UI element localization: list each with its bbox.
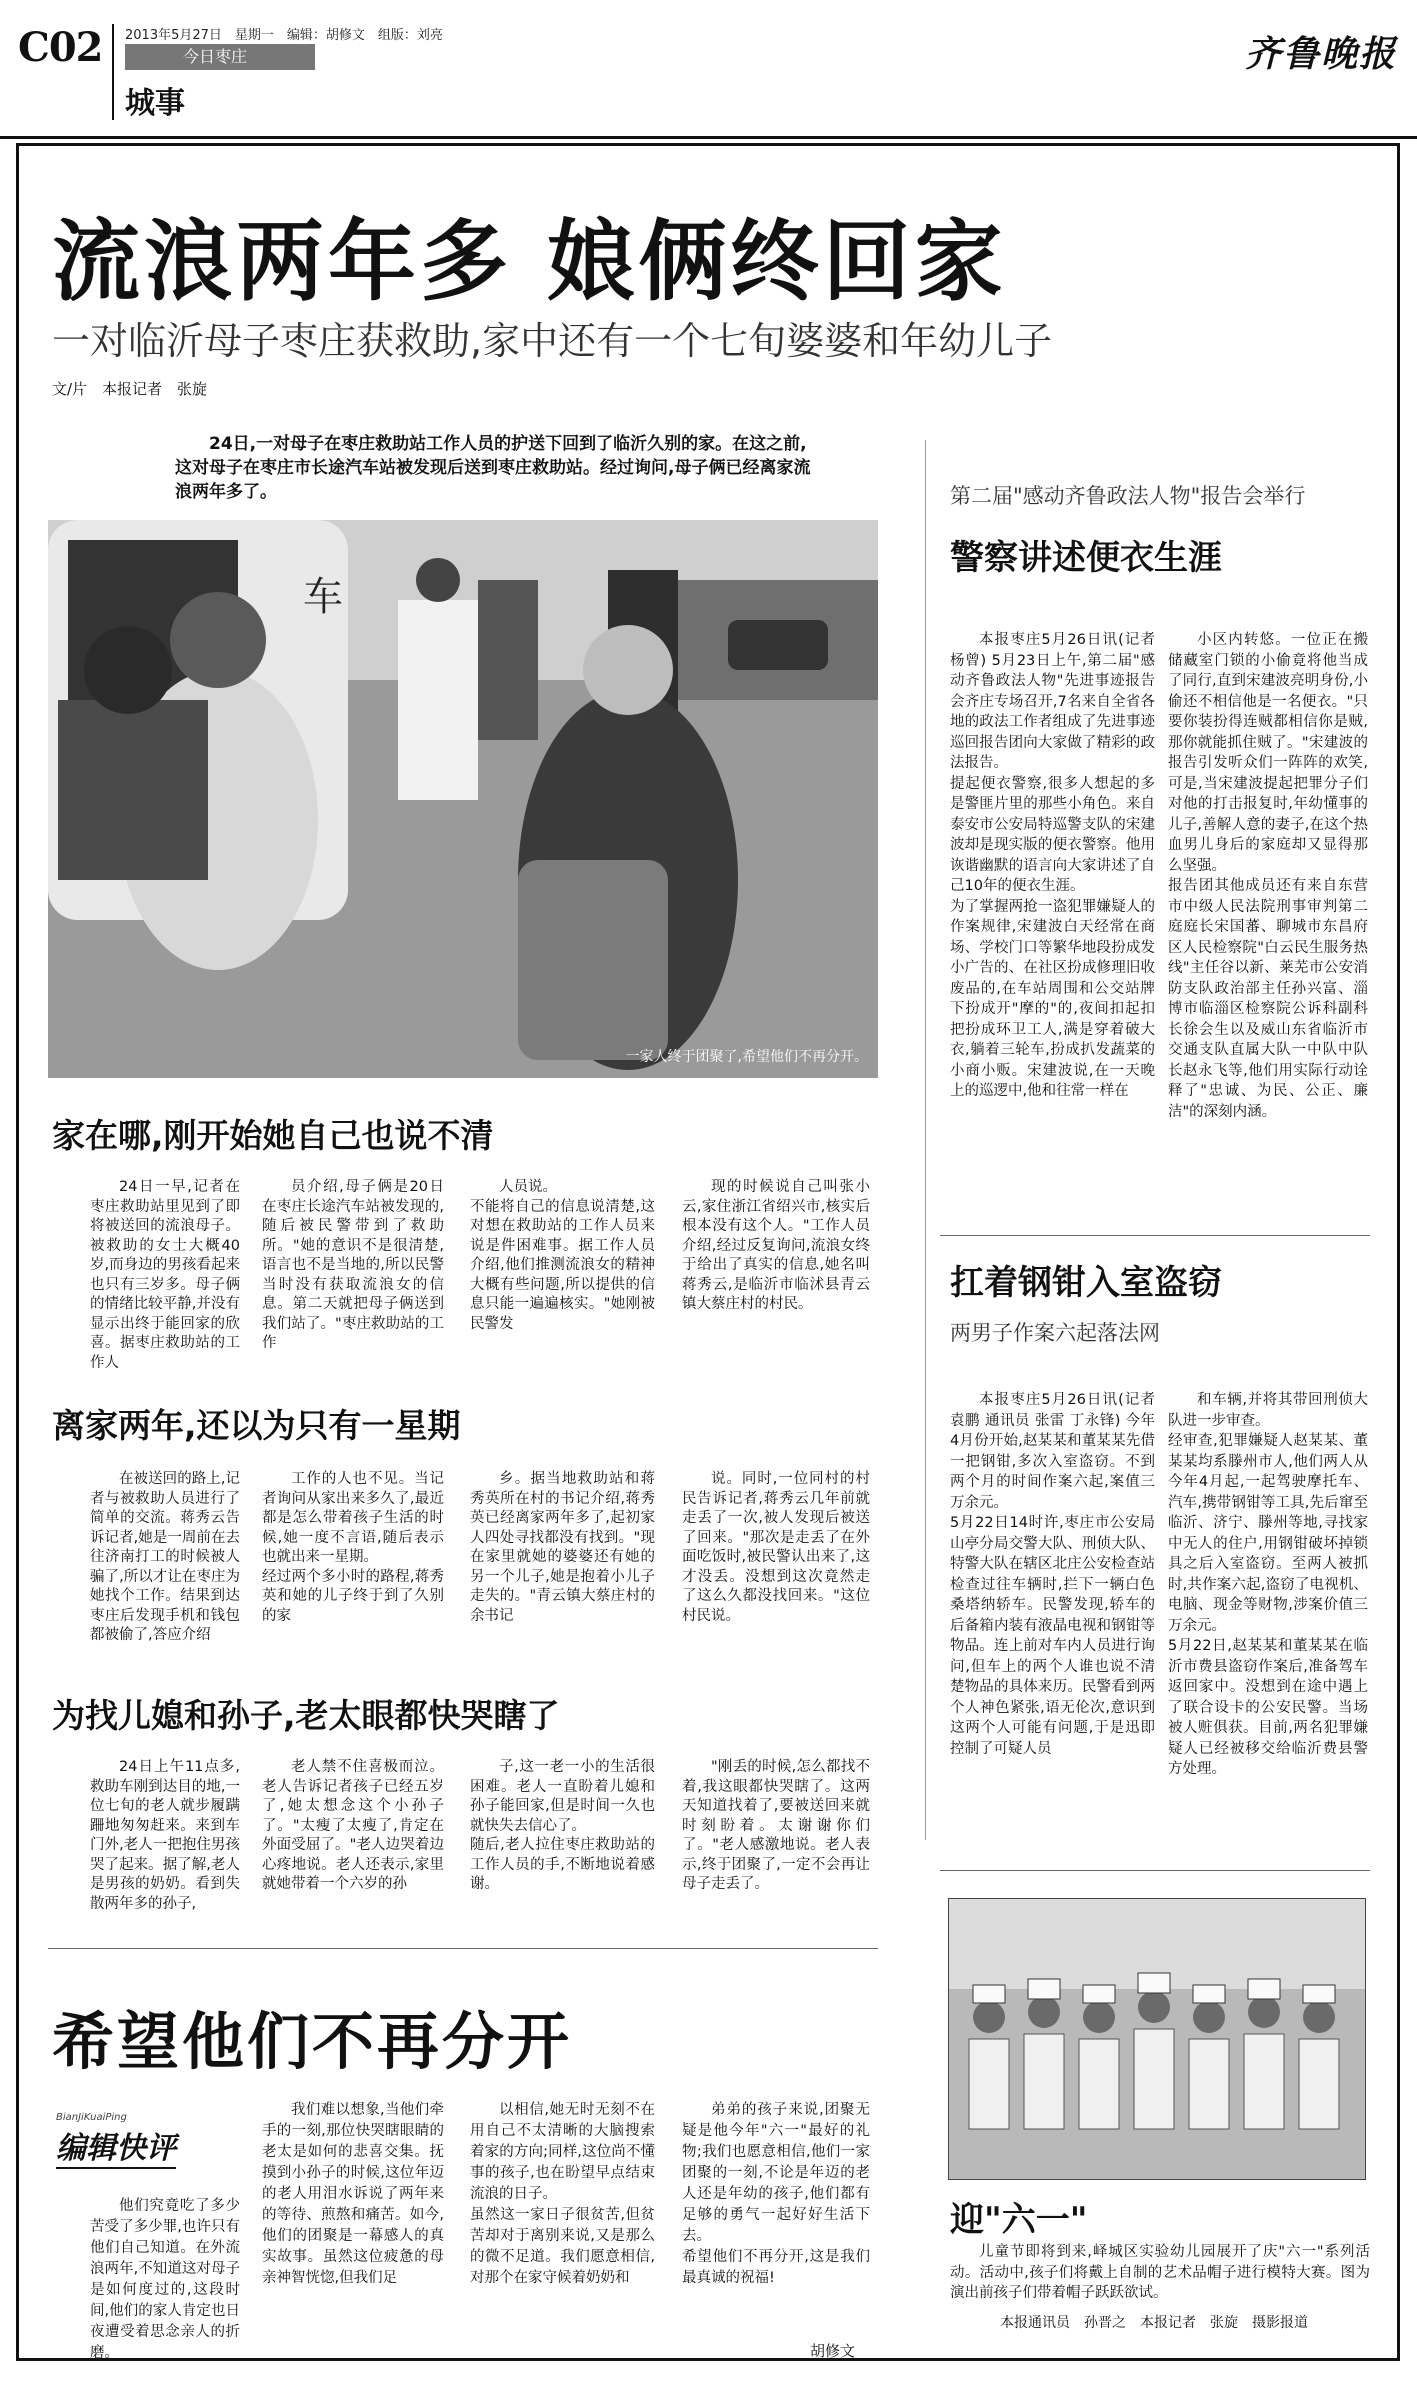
editorial-logo-text: 编辑快评 xyxy=(56,2123,176,2169)
editorial-logo xyxy=(56,2112,246,2184)
issue-meta: 2013年5月27日 星期一 编辑：胡修文 组版：刘亮 xyxy=(125,28,443,43)
right1-col-2: 小区内转悠。一位正在搬储藏室门锁的小偷竟将他当成了同行,直到宋建波亮明身份,小偷还不相信他是一名便衣。"只要你装扮得连贼都相信你是贼,那你就能抓住贼了。"宋建波的报告引发听众们一阵阵的欢笑,可是,当宋建波提起把罪分子们对他的打击报复时,年幼懂事的儿子,善解人意的妻子,在这个热血男儿身后的家庭却又显得那么坚强。 报告团其他成员还有来自东营市中级人民法院刑事审判第二庭庭长宋国蕃、聊城市东昌府区人民检察院"白云民生服务热线"主任谷以新、莱芜市公安消防支队政治部主任孙兴富、淄博市临淄区检察院公诉科副科长徐会生以及威山东省临沂市交通支队直属大队一中队中队长赵永飞等,他们用实际行动诠释了"忠诚、为民、公正、廉洁"的深刻内涵。 xyxy=(1168,632,1368,1120)
section-1-col-4: 现的时候说自己叫张小云,家住浙江省绍兴市,核实后根本没有这个人。"工作人员介绍,经过反复询问,流浪女终于给出了真实的信息,她名叫蒋秀云,是临沂市临沭县青云镇大蔡庄村的村民。 xyxy=(682,1179,870,1312)
right3-caption: 儿童节即将到来,峄城区实验幼儿园展开了庆"六一"系列活动。活动中,孩子们将戴上自制的艺术品帽子进行模特大赛。图为演出前孩子们带着帽子跃跃欲试。 xyxy=(950,2244,1370,2301)
editorial-headline: 希望他们不再分开 xyxy=(52,2005,573,2078)
right2-col-1: 本报枣庄5月26日讯(记者 袁鹏 通讯员 张雷 丁永锋) 今年4月份开始,赵某某和董某某先借一把钢钳,多次入室盗窃。不到两个月的时间作案六起,案值三万余元。 5月22日14时许,枣庄市公安局山亭分局交警大队、刑侦大队、特警大队在辖区北庄公安检查站检查过往车辆时,拦下一辆白色桑塔纳轿车。民警发现,轿车的后备箱内装有液晶电视和钢钳等物品。连上前对车内人员进行询问,但车上的两个人谁也说不清楚物品的具体来历。民警看到两个人神色紧张,语无伦次,意识到这两个人可能有问题,于是迅即控制了可疑人员 xyxy=(950,1392,1155,1757)
page-number: C02 xyxy=(18,24,103,71)
section-1-col-2: 员介绍,母子俩是20日在枣庄长途汽车站被发现的,随后被民警带到了救助所。"她的意识不是很清楚,语言也不是当地的,所以民警当时没有获取流浪女的信息。第二天就把母子俩送到我们站了。"枣庄救助站的工作 xyxy=(262,1179,444,1351)
section-3-heading: 为找儿媳和孙子,老太眼都快哭瞎了 xyxy=(52,1696,560,1735)
right1-col-1: 本报枣庄5月26日讯(记者 杨曾) 5月23日上午,第二届"感动齐鲁政法人物"先进事迹报告会齐庄专场召开,7名来自全省各地的政法工作者组成了先进事迹巡回报告团向大家做了精彩的政法报告。 提起便衣警察,很多人想起的多是警匪片里的那些小角色。来自泰安市公安局特巡警支队的宋建波却是现实版的便衣警察。他用诙谐幽默的语言向大家讲述了自己10年的便衣生涯。 为了掌握两抢一盗犯罪嫌疑人的作案规律,宋建波白天经常在商场、学校门口等繁华地段扮成发小广告的、在社区扮成修理旧收废品的,在车站周围和公交站牌下扮成开"摩的"的,夜间扣起扣把扮成环卫工人,满是穿着破大衣,躺着三轮车,扮成扒发蔬菜的小商小贩。宋建波说,在一天晚上的巡逻中,他和往常一样在 xyxy=(950,632,1155,1099)
main-headline: 流浪两年多 娘俩终回家 xyxy=(52,209,1007,313)
section-3-col-1: 24日上午11点多,救助车刚到达目的地,一位七旬的老人就步履蹒跚地匆匆赶来。来到车门外,老人一把抱住男孩哭了起来。据了解,老人是男孩的奶奶。看到失散两年多的孙子, xyxy=(90,1759,240,1912)
right1-kicker: 第二届"感动齐鲁政法人物"报告会举行 xyxy=(950,484,1306,508)
section-2-col-1: 在被送回的路上,记者与被救助人员进行了简单的交流。蒋秀云告诉记者,她是一周前在去往济南打工的时候被人骗了,所以才让在枣庄为她找个工作。结果到达枣庄后发现手机和钱包都被偷了,答应介绍 xyxy=(90,1471,240,1643)
lead-paragraph: 24日,一对母子在枣庄救助站工作人员的护送下回到了临沂久别的家。在这之前,这对母子在枣庄市长途汽车站被发现后送到枣庄救助站。经过询问,母子俩已经离家流浪两年多了。 xyxy=(175,434,811,502)
section-2-heading: 离家两年,还以为只有一星期 xyxy=(52,1406,461,1445)
byline: 文/片 本报记者 张旋 xyxy=(52,380,208,398)
editorial-col-2: 我们难以想象,当他们牵手的一刻,那位快哭瞎眼睛的老太是如何的悲喜交集。抚摸到小孙子的时候,这位年迈的老人用泪水诉说了两年来的等待、煎熬和痛苦。如今,他们的团聚是一幕感人的真实故事。虽然这位疲惫的母亲神智恍惚,但我们足 xyxy=(262,2102,444,2286)
right1-headline: 警察讲述便衣生涯 xyxy=(950,538,1222,578)
section-3-col-4: "刚丢的时候,怎么都找不着,我这眼都快哭瞎了。这两天知道找着了,要被送回来就时刻盼着。太谢谢你们了。"老人感激地说。老人表示,终于团聚了,一定不会再让母子走丢了。 xyxy=(682,1759,870,1892)
column-divider xyxy=(925,440,926,1840)
main-photo-caption: 一家人终于团聚了,希望他们不再分开。 xyxy=(625,1049,868,1065)
section-tab: 今日枣庄 xyxy=(125,44,315,70)
section-name: 城事 xyxy=(125,86,185,121)
section-3-col-3: 子,这一老一小的生活很困难。老人一直盼着儿媳和孙子能回家,但是时间一久也就快失去信心了。 随后,老人拉住枣庄救助站的工作人员的手,不断地说着感谢。 xyxy=(470,1759,655,1892)
editorial-col-1: 他们究竟吃了多少苦受了多少罪,也许只有他们自己知道。在外流浪两年,不知道这对母子是如何度过的,这段时间,他们的家人肯定也日夜遭受着思念亲人的折磨。 xyxy=(90,2198,240,2361)
section-3-col-2: 老人禁不住喜极而泣。老人告诉记者孩子已经五岁了,她太想念这个小孙子了。"太瘦了太瘦了,肯定在外面受屈了。"老人边哭着边心疼地说。老人还表示,家里就她带着一个六岁的孙 xyxy=(262,1759,444,1892)
editorial-col-3: 以相信,她无时无刻不在用自己不太清晰的大脑搜索着家的方向;同样,这位尚不懂事的孩子,也在盼望早点结束流浪的日子。 虽然这一家日子很贫苦,但贫苦却对于离别来说,又是那么的微不足道。我们愿意相信,对那个在家守候着奶奶和 xyxy=(470,2102,655,2286)
section-2-col-4: 说。同时,一位同村的村民告诉记者,蒋秀云几年前就走丢了一次,被人发现后被送了回来。"那次是走丢了在外面吃饭时,被民警认出来了,这才没丢。没想到这次竟然走了这么久都没找回来。"这位村民说。 xyxy=(682,1471,870,1624)
right2-subhead: 两男子作案六起落法网 xyxy=(950,1321,1160,1345)
main-subhead: 一对临沂母子枣庄获救助,家中还有一个七旬婆婆和年幼儿子 xyxy=(52,319,1053,363)
right2-rule xyxy=(940,1235,1370,1236)
children-photo xyxy=(948,1898,1366,2180)
main-photo-illustration xyxy=(48,520,878,1078)
right2-headline: 扛着钢钳入室盗窃 xyxy=(950,1263,1222,1303)
van-lettering: 车 xyxy=(303,574,343,620)
section-1-col-1: 24日一早,记者在枣庄救助站里见到了即将被送回的流浪母子。被救助的女士大概40岁,而身边的男孩看起来也只有三岁多。母子俩的情绪比较平静,并没有显示出终于能回家的欣喜。据枣庄救助站的工作人 xyxy=(90,1179,240,1371)
right3-rule xyxy=(940,1870,1370,1871)
right3-credit: 本报通讯员 孙晋之 本报记者 张旋 摄影报道 xyxy=(1000,2315,1308,2331)
editorial-col-4: 弟弟的孩子来说,团聚无疑是他今年"六一"最好的礼物;我们也愿意相信,他们一家团聚的一刻,不论是年迈的老人还是年幼的孩子,他们都有足够的勇气一起好好生活下去。 希望他们不再分开,这是我们最真诚的祝福! xyxy=(682,2102,870,2286)
section-2-col-3: 乡。据当地救助站和蒋秀英所在村的书记介绍,蒋秀英已经离家两年多了,起初家人四处寻找都没有找到。"现在家里就她的婆婆还有她的另一个儿子,她是抱着小儿子走失的。"青云镇大蔡庄村的余书记 xyxy=(470,1471,655,1624)
right2-col-2: 和车辆,并将其带回刑侦大队进一步审查。 经审查,犯罪嫌疑人赵某某、董某某均系滕州市人,他们两人从今年4月起,一起驾驶摩托车、汽车,携带钢钳等工具,先后窜至临沂、济宁、滕州等地,寻找家中无人的住户,用钢钳破坏掉锁具之后入室盗窃。至两人被抓时,共作案六起,盗窃了电视机、电脑、现金等财物,涉案价值三万余元。 5月22日,赵某某和董某某在临沂市费县盗窃作案后,准备驾车返回家中。没想到在途中遇上了联合设卡的公安民警。当场被人赃俱获。目前,两名犯罪嫌疑人已经被移交给临沂费县警方处理。 xyxy=(1168,1392,1368,1777)
paper-logo: 齐鲁晚报 xyxy=(1244,33,1397,75)
section-2-col-2: 工作的人也不见。当记者询问从家出来多久了,最近都是怎么带着孩子生活的时候,她一度不言语,随后表示也就出来一星期。 经过两个多小时的路程,蒋秀英和她的儿子终于到了久别的家 xyxy=(262,1471,444,1624)
masthead-divider xyxy=(112,24,114,120)
section-1-col-3: 人员说。 不能将自己的信息说清楚,这对想在救助站的工作人员来说是件困难事。据工作人员介绍,他们推测流浪女的精神大概有些问题,所以提供的信息只能一遍遍核实。"她刚被民警发 xyxy=(470,1179,655,1332)
editorial-signature: 胡修文 xyxy=(810,2342,856,2360)
editorial-logo-romanized: BianJiKuaiPing xyxy=(56,2112,127,2123)
top-rule xyxy=(0,136,1417,139)
editorial-rule xyxy=(48,1948,878,1949)
section-1-heading: 家在哪,刚开始她自己也说不清 xyxy=(52,1116,494,1155)
main-photo xyxy=(48,520,878,1078)
right3-headline: 迎"六一" xyxy=(950,2200,1088,2240)
children-photo-illustration xyxy=(949,1899,1365,2179)
